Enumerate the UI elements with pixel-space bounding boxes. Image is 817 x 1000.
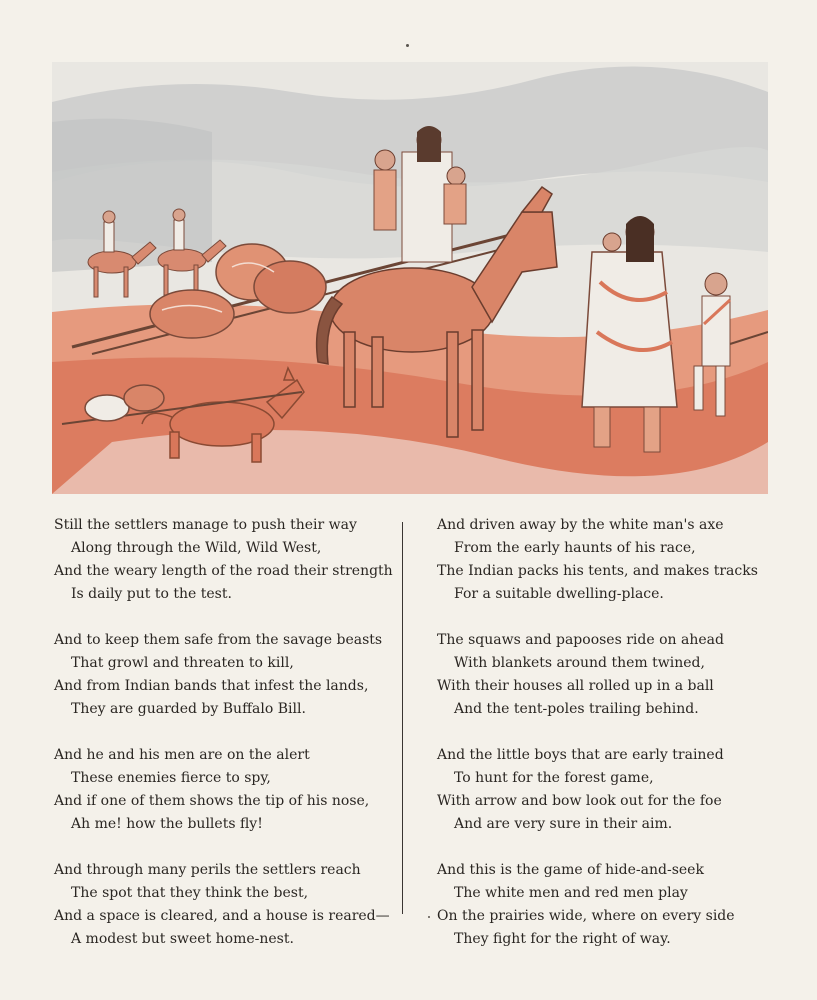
stanza: [437, 744, 807, 836]
poem-line: These enemies fierce to spy,: [71, 770, 271, 786]
poem-line: And the weary length of the road their strength: [54, 563, 393, 579]
poem-line: And driven away by the white man's axe: [437, 517, 724, 533]
poem-line: To hunt for the forest game,: [454, 770, 654, 786]
poem-line: And are very sure in their aim.: [454, 816, 673, 832]
paper-speck: [406, 44, 409, 47]
poem-line: For a suitable dwelling-place.: [454, 586, 664, 602]
poem-left-column: [54, 514, 424, 974]
poem-right-column: [437, 514, 807, 974]
stanza: [437, 629, 807, 721]
poem-line: The Indian packs his tents, and makes tracks: [437, 563, 758, 579]
poem-line: The spot that they think the best,: [71, 885, 309, 901]
poem-line: Along through the Wild, Wild West,: [71, 540, 322, 556]
poem-line: The white men and red men play: [454, 885, 688, 901]
paper-speck: [428, 916, 430, 918]
poem-line: And the tent-poles trailing behind.: [454, 701, 699, 717]
poem-line: With blankets around them twined,: [454, 655, 705, 671]
column-divider: [402, 522, 403, 914]
poem-line: And if one of them shows the tip of his nose,: [54, 793, 370, 809]
poem-line: And to keep them safe from the savage beasts: [54, 632, 383, 648]
poem-line: And he and his men are on the alert: [54, 747, 310, 763]
poem-line: They fight for the right of way.: [454, 931, 671, 947]
stanza: [54, 514, 424, 606]
poem-line: Is daily put to the test.: [71, 586, 232, 602]
poem-line: Still the settlers manage to push their way: [54, 517, 357, 533]
poem-line: The squaws and papooses ride on ahead: [437, 632, 724, 648]
poem-line: Ah me! how the bullets fly!: [71, 816, 263, 832]
poem-line: With their houses all rolled up in a ball: [437, 678, 714, 694]
stanza: [437, 514, 807, 606]
poem-line: And the little boys that are early trained: [437, 747, 724, 763]
poem-line: That growl and threaten to kill,: [71, 655, 294, 671]
poem-line: With arrow and bow look out for the foe: [437, 793, 722, 809]
poem-line: They are guarded by Buffalo Bill.: [71, 701, 306, 717]
poem-line: And this is the game of hide-and-seek: [437, 862, 704, 878]
poem-line: From the early haunts of his race,: [454, 540, 696, 556]
poem-line: And through many perils the settlers reach: [54, 862, 361, 878]
stanza: [437, 859, 807, 951]
stanza: [54, 629, 424, 721]
poem-line: A modest but sweet home-nest.: [71, 931, 294, 947]
illustration: [52, 62, 768, 494]
stanza: [54, 859, 424, 951]
poem-line: And from Indian bands that infest the lands,: [54, 678, 369, 694]
poem-line: On the prairies wide, where on every side: [437, 908, 735, 924]
stanza: [54, 744, 424, 836]
poem-line: And a space is cleared, and a house is reared—: [54, 908, 390, 924]
